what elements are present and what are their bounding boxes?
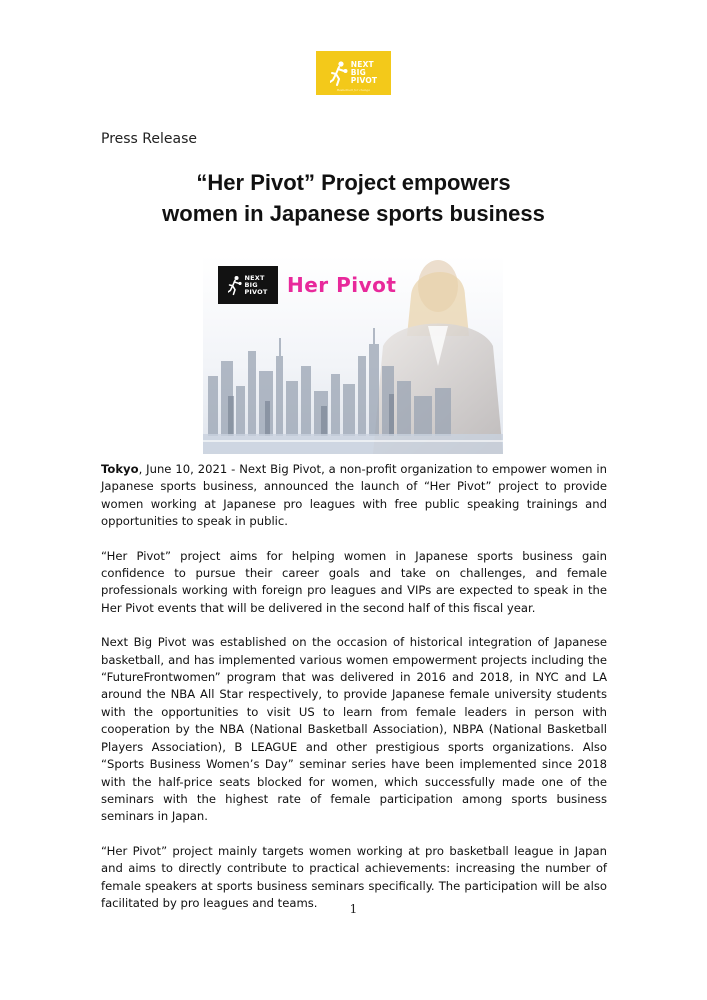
player-silhouette-icon xyxy=(330,60,348,86)
paragraph: “Her Pivot” project aims for helping women in Japanese sports business gain confidence to pursue their career goals and take on challenges, and female professionals working with foreign pro leagues and VIPs are expected to speak in the Her Pivot events that will be delivered in the second half of this fiscal year. xyxy=(101,548,607,615)
hero-image xyxy=(203,256,503,454)
next-big-pivot-logo xyxy=(316,51,391,95)
logo-word: NEXT xyxy=(350,60,374,69)
dateline-city: Tokyo xyxy=(101,462,139,476)
player-silhouette-icon xyxy=(228,274,242,296)
paragraph xyxy=(101,461,607,531)
hero-logo-word: NEXT xyxy=(244,273,265,282)
hero-title: Her Pivot xyxy=(287,273,397,297)
hero-logo xyxy=(218,266,278,304)
page-number: 1 xyxy=(349,902,358,916)
paragraph: Next Big Pivot was established on the occasion of historical integration of Japanese basketball, and has implemented various women empowerment projects including the “FutureFrontwomen” program that was delivered in 2016 and 2018, in NYC and LA around the NBA All Star respectively, to provide Japanese female university students with the opportunities to visit US to learn from female leaders in person with cooperation by the NBA (National Basketball Association), NBPA (National Basketball Players Association), B LEAGUE and other prestigious sports organizations. Also “Sports Business Women’s Day” seminar series have been implemented since 2018 with the half-price seats blocked for women, which successfully made one of the seminars with the highest rate of female participation among sports business seminars in Japan. xyxy=(101,635,607,824)
logo-word: PIVOT xyxy=(350,76,378,85)
hero-logo-word: PIVOT xyxy=(244,287,268,296)
headline-line: women in Japanese sports business xyxy=(162,201,545,226)
press-body xyxy=(101,461,607,929)
hero-logo-word: BIG xyxy=(244,280,258,289)
headline-line: “Her Pivot” Project empowers xyxy=(196,170,511,195)
logo-tagline: Basketball for change xyxy=(336,88,371,92)
logo-word: BIG xyxy=(350,68,367,77)
press-release-label: Press Release xyxy=(101,131,197,147)
paragraph: “Her Pivot” project mainly targets women working at pro basketball league in Japan and aims to directly contribute to practical achievements: increasing the number of female speakers at sports business seminars specifically. The participation will be also facilitated by pro leagues and teams. xyxy=(101,843,607,910)
paragraph-text: , June 10, 2021 - Next Big Pivot, a non-profit organization to empower women in Japanese sports business, announced the launch of “Her Pivot” project to provide women working at Japanese pro leagues with free public speaking trainings and opportunities to speak in public. xyxy=(101,462,607,529)
headline xyxy=(60,167,647,229)
